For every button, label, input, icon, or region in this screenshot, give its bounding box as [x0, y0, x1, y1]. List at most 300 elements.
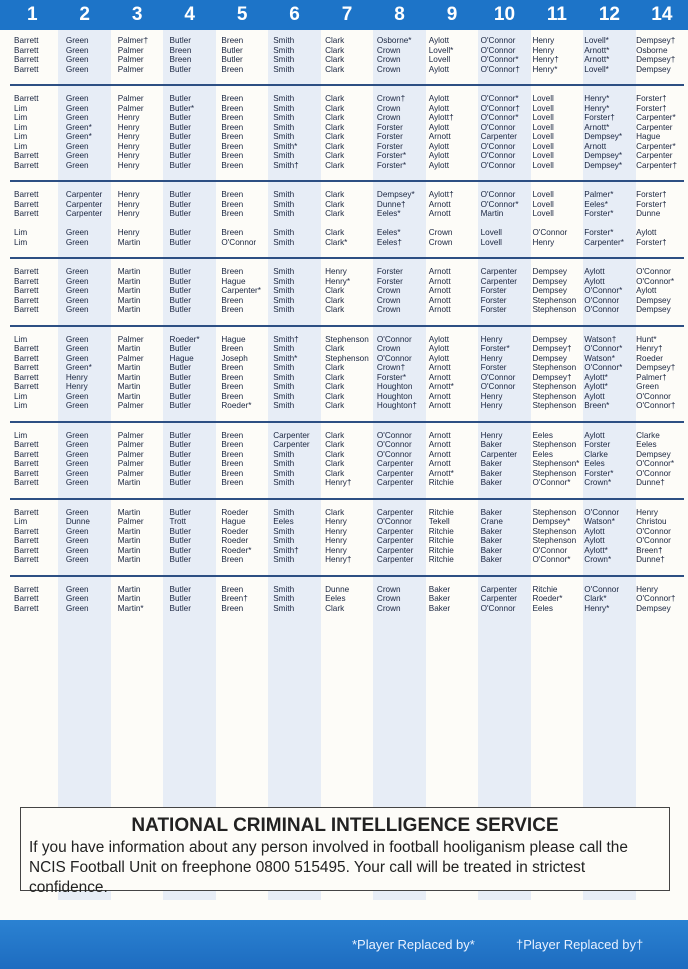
player-cell: Clark	[325, 295, 345, 305]
player-cell: O'Connor*	[532, 555, 571, 564]
player-cell: Clark	[325, 228, 345, 237]
player-cell: Carpenter	[376, 478, 414, 487]
player-cell: Butler	[169, 594, 191, 603]
player-cell: Eeles	[532, 449, 553, 459]
player-cell: Carpenter*	[636, 113, 676, 122]
player-cell: Butler	[169, 449, 191, 459]
player-cell: Palmer	[117, 334, 144, 344]
lineup-row	[10, 209, 684, 219]
player-cell: Carpenter	[480, 276, 518, 286]
player-cell: Arnott*	[428, 468, 454, 478]
player-cell: Breen	[221, 584, 244, 594]
player-cell: Forster†	[636, 199, 667, 209]
player-cell: Forster	[480, 295, 507, 305]
player-cell: Watson†	[584, 334, 617, 344]
player-cell: Dunne†	[636, 555, 665, 564]
player-cell: Green	[65, 286, 89, 295]
player-cell: Stephenson	[532, 391, 577, 401]
block-separator	[10, 498, 684, 500]
lineup-row	[10, 546, 684, 556]
player-cell: Clark	[325, 507, 345, 517]
player-cell: Clark	[325, 141, 345, 151]
player-cell: Clark	[325, 382, 345, 391]
player-cell: Breen	[221, 113, 244, 122]
lineup-row	[10, 238, 684, 248]
player-cell: Martin	[117, 344, 141, 353]
player-cell: Crown	[376, 305, 401, 314]
player-cell: Butler	[169, 141, 191, 151]
player-cell: Smith	[273, 45, 295, 55]
player-cell: Clarke	[636, 430, 660, 440]
player-cell: Dempsey	[532, 267, 568, 276]
player-cell: Ritchie	[428, 478, 454, 487]
player-cell: Barrett	[14, 190, 39, 199]
player-cell: Butler	[169, 132, 191, 141]
player-cell: Watson*	[584, 517, 615, 526]
player-cell: Smith	[273, 132, 295, 141]
player-cell: Houghton†	[376, 401, 417, 410]
player-cell: Martin	[480, 209, 504, 218]
player-cell: Carpenter	[376, 507, 414, 517]
player-cell: Arnott	[428, 430, 451, 440]
player-cell: Arnott	[428, 391, 451, 401]
player-cell: Lim	[14, 401, 28, 410]
player-cell: Breen	[221, 267, 244, 276]
player-cell: Butler	[169, 199, 191, 209]
lineup-row	[10, 36, 684, 46]
player-cell: Arnott	[428, 372, 451, 382]
player-cell: Aylott	[428, 141, 450, 151]
player-cell: Eeles	[325, 594, 346, 603]
player-cell: Lovell	[480, 228, 502, 237]
player-cell: Smith	[273, 344, 295, 353]
player-cell: O'Connor*	[480, 113, 519, 122]
player-cell: Martin	[117, 545, 141, 555]
player-cell: Aylott*	[584, 372, 608, 382]
player-cell: Barrett	[14, 209, 39, 218]
player-cell: Aylott	[584, 276, 605, 286]
block-separator	[10, 180, 684, 182]
lineup-row	[10, 161, 684, 171]
player-cell: Clark	[325, 94, 345, 103]
player-cell: Henry	[636, 584, 658, 594]
match-block	[10, 431, 684, 488]
player-cell: Forster†	[584, 113, 615, 122]
player-cell: O'Connor†	[480, 64, 520, 74]
player-cell: Forster†	[636, 103, 667, 113]
player-cell: O'Connor	[480, 45, 516, 55]
player-cell: Martin	[117, 382, 141, 391]
player-cell: Butler	[169, 295, 191, 305]
player-cell: O'Connor	[480, 141, 516, 151]
player-cell: Green	[65, 55, 89, 64]
player-cell: Smith†	[273, 334, 299, 344]
player-cell: Stephenson	[532, 401, 577, 410]
player-cell: Green	[65, 94, 89, 103]
player-cell: Green	[65, 305, 89, 314]
player-cell: Arnott	[428, 363, 451, 372]
player-cell: Breen	[221, 372, 244, 382]
player-cell: Lim	[14, 113, 28, 122]
player-cell: Breen	[221, 555, 244, 564]
player-cell: Breen	[221, 190, 244, 199]
player-cell: Houghton	[376, 391, 413, 401]
column-number: 4	[184, 4, 195, 25]
player-cell: Dempsey	[636, 603, 671, 613]
player-cell: Butler	[169, 237, 191, 247]
player-cell: Breen	[221, 160, 244, 170]
player-cell: Aylott	[584, 267, 605, 276]
lineup-row	[10, 363, 684, 373]
lineup-row	[10, 305, 684, 315]
player-cell: Breen†	[221, 594, 248, 603]
player-cell: Dempsey	[636, 295, 671, 305]
player-cell: Smith	[273, 603, 295, 613]
player-cell: Breen	[221, 64, 244, 74]
player-cell: O'Connor	[376, 353, 412, 363]
player-cell: Stephenson	[325, 353, 369, 363]
player-cell: Lovell	[532, 94, 554, 103]
player-cell: Lim	[14, 517, 28, 526]
player-cell: O'Connor†	[636, 401, 676, 410]
player-cell: Smith	[273, 151, 295, 160]
player-cell: Aylott	[428, 151, 450, 160]
player-cell: Smith†	[273, 545, 299, 555]
player-cell: Green	[65, 228, 89, 237]
player-cell: Forster*	[584, 228, 614, 237]
match-block	[10, 508, 684, 565]
player-cell: Baker	[428, 584, 451, 594]
player-cell: Smith	[273, 536, 295, 545]
player-cell: Barrett	[14, 344, 39, 353]
player-cell: Dempsey	[532, 334, 568, 344]
player-cell: O'Connor	[532, 228, 568, 237]
player-cell: Lim	[14, 103, 28, 113]
player-cell: Butler	[169, 151, 191, 160]
player-cell: Lovell	[532, 190, 554, 199]
player-cell: Eeles	[532, 603, 553, 613]
player-cell: Barrett	[14, 449, 39, 459]
player-cell: Barrett	[14, 199, 39, 209]
player-cell: Forster	[376, 141, 403, 151]
player-cell: Breen	[221, 103, 244, 113]
player-cell: Green	[65, 594, 89, 603]
player-cell: Butler	[169, 305, 191, 314]
player-cell: Aylott	[428, 344, 450, 353]
player-cell: Ritchie	[428, 507, 454, 517]
player-cell: Smith	[273, 391, 295, 401]
player-cell: Butler	[169, 401, 191, 410]
player-cell: Clark	[325, 55, 345, 64]
block-separator	[10, 84, 684, 86]
player-cell: Stephenson	[532, 363, 577, 372]
player-cell: Green	[65, 391, 89, 401]
player-cell: Eeles*	[376, 228, 401, 237]
player-cell: Carpenter	[65, 209, 103, 218]
player-cell: Roeder	[221, 507, 249, 517]
player-cell: Green*	[65, 122, 92, 132]
lineup-row	[10, 508, 684, 518]
player-cell: Barrett	[14, 94, 39, 103]
player-cell: Hague	[221, 334, 246, 344]
player-cell: Aylott	[584, 430, 605, 440]
player-cell: O'Connor	[480, 372, 516, 382]
lineup-row	[10, 440, 684, 450]
player-cell: Baker	[480, 440, 502, 449]
player-cell: Baker	[480, 478, 502, 487]
player-cell: Baker	[480, 526, 502, 536]
player-cell: Smith	[273, 199, 295, 209]
player-cell: O'Connor	[376, 517, 412, 526]
player-cell: Barrett	[14, 545, 39, 555]
lineup-row	[10, 190, 684, 200]
player-cell: Butler	[169, 382, 191, 391]
player-cell: Carpenter	[376, 459, 414, 468]
column-number: 10	[493, 4, 516, 25]
player-cell: Crown	[428, 237, 453, 247]
notice-title: NATIONAL CRIMINAL INTELLIGENCE SERVICE	[131, 815, 559, 836]
player-cell: Clark	[325, 199, 345, 209]
player-cell: Martin	[117, 526, 141, 536]
player-cell: Stephenson	[532, 526, 577, 536]
player-cell: Crown	[376, 584, 401, 594]
player-cell: O'Connor	[480, 151, 516, 160]
player-cell: Barrett	[14, 64, 39, 74]
player-cell: Stephenson	[532, 382, 577, 391]
player-cell: Dempsey*	[584, 151, 623, 160]
column-number: 2	[79, 4, 90, 25]
player-cell: Stephenson	[325, 334, 369, 344]
player-cell: Clark	[325, 103, 345, 113]
player-cell: Butler	[169, 363, 191, 372]
player-cell: Henry	[325, 545, 347, 555]
player-cell: Smith	[273, 507, 295, 517]
player-cell: Henry†	[636, 344, 663, 353]
player-cell: Crown	[376, 594, 401, 603]
lineup-row	[10, 104, 684, 114]
player-cell: O'Connor	[584, 295, 620, 305]
player-cell: Barrett	[14, 468, 39, 478]
lineup-row	[10, 469, 684, 479]
column-number: 1	[26, 4, 38, 25]
player-cell: Crown†	[376, 363, 406, 372]
player-cell: Butler	[169, 459, 191, 468]
player-cell: Carpenter	[65, 190, 103, 199]
player-cell: Stephenson	[532, 295, 577, 305]
player-cell: O'Connor*	[480, 55, 519, 64]
player-cell: Martin	[117, 536, 141, 545]
player-cell: Henry	[65, 382, 88, 391]
player-cell: Baker	[480, 507, 502, 517]
player-cell: Henry*	[325, 276, 351, 286]
lineup-row	[10, 459, 684, 469]
player-cell: Aylott	[428, 94, 450, 103]
player-cell: Green	[65, 344, 89, 353]
player-cell: Eeles	[584, 459, 605, 468]
player-cell: Barrett	[14, 295, 39, 305]
lineup-table	[10, 36, 684, 613]
column-number: 8	[394, 4, 405, 25]
player-cell: Lovell	[532, 132, 554, 141]
player-cell: Lovell	[480, 237, 502, 247]
player-cell: O'Connor	[480, 190, 516, 199]
player-cell: Henry	[480, 353, 503, 363]
player-cell: Roeder*	[221, 401, 252, 410]
player-cell: Barrett	[14, 36, 39, 45]
player-cell: Green	[65, 151, 89, 160]
player-cell: Clark	[325, 151, 345, 160]
player-cell: Butler	[169, 64, 191, 74]
player-cell: Martin	[117, 305, 141, 314]
player-cell: Baker	[428, 594, 451, 603]
player-cell: Smith	[273, 305, 295, 314]
column-number: 14	[651, 4, 673, 25]
lineup-row	[10, 335, 684, 345]
player-cell: Barrett	[14, 507, 39, 517]
player-cell: Lovell	[532, 151, 554, 160]
player-cell: Arnott*	[584, 45, 610, 55]
player-cell: Stephenson	[532, 440, 577, 449]
player-cell: Barrett	[14, 536, 39, 545]
lineup-row	[10, 113, 684, 123]
player-cell: Martin*	[117, 603, 144, 613]
player-cell: Aylott	[584, 391, 605, 401]
player-cell: Martin	[117, 594, 141, 603]
player-cell: Forster	[376, 276, 403, 286]
player-cell: Green	[65, 449, 89, 459]
player-cell: Martin	[117, 372, 141, 382]
lineup-row	[10, 536, 684, 546]
player-cell: Butler	[169, 555, 191, 564]
player-cell: Baker	[480, 555, 502, 564]
player-cell: Hague	[169, 353, 194, 363]
match-block	[10, 335, 684, 411]
player-cell: Lovell*	[584, 64, 609, 74]
match-block	[10, 94, 684, 170]
player-cell: Lim	[14, 122, 28, 132]
player-cell: Martin	[117, 276, 141, 286]
player-cell: Arnott	[428, 459, 451, 468]
player-cell: Lim	[14, 132, 28, 141]
player-cell: O'Connor	[376, 440, 412, 449]
player-cell: Tekell	[428, 517, 450, 526]
player-cell: Martin	[117, 478, 141, 487]
footer-bar	[0, 920, 688, 969]
player-cell: Green	[65, 430, 89, 440]
player-cell: Henry	[117, 199, 140, 209]
match-block	[10, 190, 684, 247]
player-cell: Forster*	[584, 209, 614, 218]
player-cell: Green	[65, 295, 89, 305]
lineup-row	[10, 604, 684, 614]
lineup-row	[10, 142, 684, 152]
player-cell: Martin	[117, 391, 141, 401]
player-cell: Butler	[169, 122, 191, 132]
player-cell: Palmer	[117, 103, 144, 113]
player-cell: Martin	[117, 267, 141, 276]
player-cell: Barrett	[14, 584, 39, 594]
player-cell: Butler	[169, 113, 191, 122]
player-cell: Smith	[273, 286, 295, 295]
player-cell: O'Connor	[480, 603, 516, 613]
player-cell: Henry	[532, 237, 555, 247]
player-cell: O'Connor	[636, 536, 671, 545]
player-cell: Carpenter	[480, 132, 518, 141]
lineup-row	[10, 344, 684, 354]
player-cell: Stephenson*	[532, 459, 580, 468]
player-cell: Breen	[221, 132, 244, 141]
player-cell: Smith	[273, 478, 295, 487]
player-cell: Roeder*	[532, 594, 563, 603]
player-cell: Palmer†	[117, 36, 149, 45]
player-cell: Smith	[273, 55, 295, 64]
player-cell: Breen	[221, 363, 244, 372]
player-cell: Crown†	[376, 94, 406, 103]
player-cell: Breen	[221, 440, 244, 449]
lineup-row	[10, 286, 684, 296]
player-cell: Christou	[636, 517, 667, 526]
player-cell: Smith	[273, 94, 295, 103]
lineup-row	[10, 267, 684, 277]
player-cell: Smith	[273, 401, 295, 410]
block-separator	[10, 575, 684, 577]
player-cell: Clark	[325, 430, 345, 440]
player-cell: Aylott*	[584, 382, 608, 391]
player-cell: Crown*	[584, 478, 612, 487]
player-cell: Smith	[273, 36, 295, 45]
lineup-row	[10, 151, 684, 161]
player-cell: Palmer	[117, 45, 144, 55]
notice-body: If you have information about any person involved in football hooliganism please call the NCIS Football Unit on freephone 0800 515495. Your call will be treated in strictest confidence.	[29, 839, 628, 896]
player-cell: Clark	[325, 113, 345, 122]
player-cell: Breen	[221, 141, 244, 151]
player-cell: Barrett	[14, 372, 39, 382]
player-cell: Green	[65, 584, 89, 594]
player-cell: Dempsey	[532, 286, 568, 295]
player-cell: O'Connor*	[480, 94, 519, 103]
player-cell: Dunne	[325, 584, 350, 594]
player-cell: O'Connor	[376, 430, 412, 440]
player-cell: Houghton	[376, 382, 413, 391]
player-cell: Green	[65, 401, 89, 410]
player-cell: Crown	[376, 286, 401, 295]
player-cell: Martin	[117, 295, 141, 305]
player-cell: Butler	[169, 286, 191, 295]
player-cell: Dempsey*	[376, 190, 415, 199]
player-cell: Lovell*	[428, 45, 454, 55]
player-cell: Henry	[325, 267, 347, 276]
player-cell: Carpenter*	[221, 286, 261, 295]
player-cell: Green	[65, 113, 89, 122]
player-cell: Smith	[273, 237, 295, 247]
player-cell: Henry	[325, 517, 347, 526]
lineup-row	[10, 132, 684, 142]
player-cell: Breen*	[584, 401, 610, 410]
player-cell: O'Connor†	[480, 103, 520, 113]
player-cell: Breen	[169, 45, 192, 55]
lineup-row	[10, 55, 684, 65]
player-cell: Butler	[169, 440, 191, 449]
player-cell: Henry	[480, 391, 503, 401]
player-cell: Lovell	[532, 199, 554, 209]
player-cell: Clark	[325, 160, 345, 170]
player-cell: Green	[65, 353, 89, 363]
player-cell: Clark	[325, 459, 345, 468]
player-cell: Dunne	[636, 209, 661, 218]
player-cell: Smith	[273, 209, 295, 218]
player-cell: Forster*	[376, 160, 407, 170]
player-cell: Green	[65, 64, 89, 74]
